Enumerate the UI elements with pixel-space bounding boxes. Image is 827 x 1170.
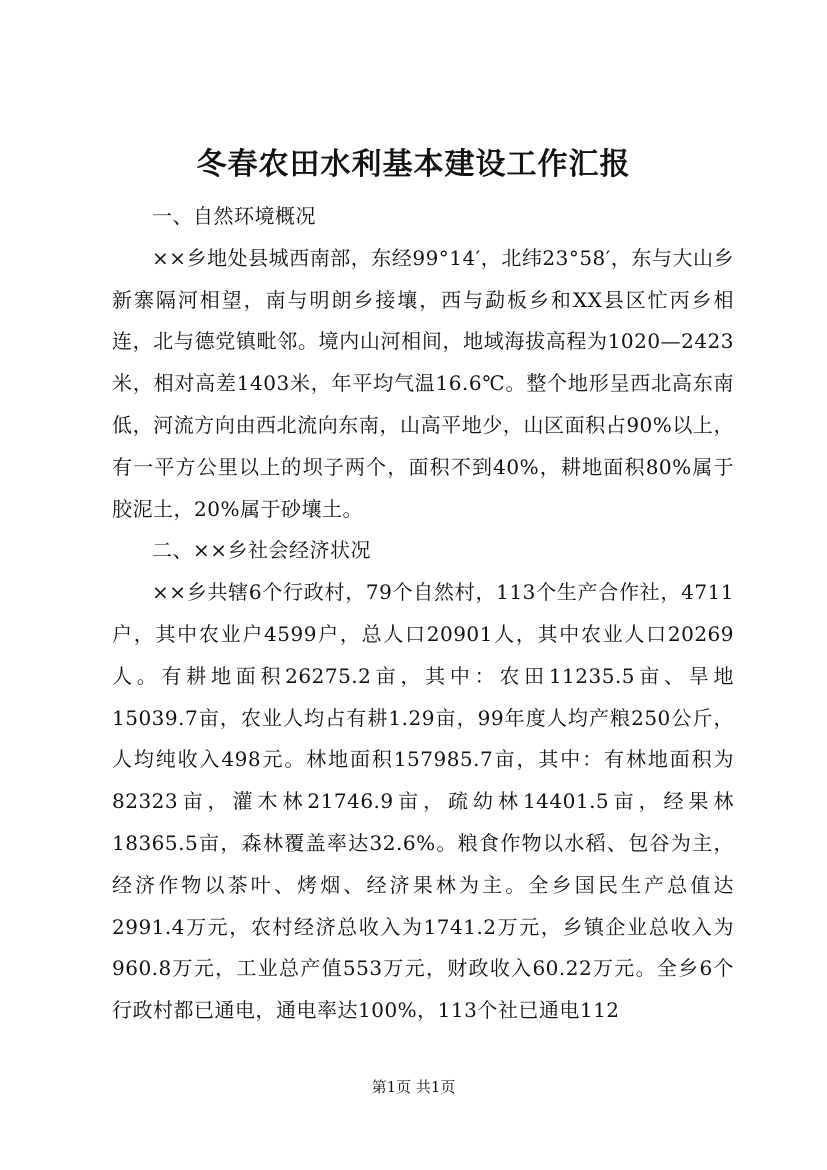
paragraph-natural-environment: ××乡地处县城西南部，东经99°14′，北纬23°58′，东与大山乡新寨隔河相望，南与明朗乡接壤，西与勐板乡和XX县区忙丙乡相连，北与德党镇毗邻。境内山河相间，地域海拔高程为1020—2423米，相对高差1403米，年平均气温16.6℃。整个地形呈西北高东南低，河流方向由西北流向东南，山高平地少，山区面积占90%以上，有一平方公里以上的坝子两个，面积不到40%，耕地面积80%属于胶泥土，20%属于砂壤土。 xyxy=(112,245,734,521)
document-title: 冬春农田水利基本建设工作汇报 xyxy=(196,147,631,182)
page-number-footer: 第1页 共1页 xyxy=(371,1078,456,1096)
paragraph-socioeconomic: ××乡共辖6个行政村，79个自然村，113个生产合作社，4711户，其中农业户4599户，总人口20901人，其中农业人口20269人。有耕地面积26275.2亩，其中：农田11235.5亩、旱地15039.7亩，农业人均占有耕1.29亩，99年度人均产粮250公斤，人均纯收入498元。林地面积157985.7亩，其中：有林地面积为82323亩，灌木林21746.9亩，疏幼林14401.5亩，经果林18365.5亩，森林覆盖率达32.6%。粮食作物以水稻、包谷为主，经济作物以茶叶、烤烟、经济果林为主。全乡国民生产总值达2991.4万元，农村经济总收入为1741.2万元，乡镇企业总收入为960.8万元，工业总产值553万元，财政收入60.22万元。全乡6个行政村都已通电，通电率达100%，113个社已通电112 xyxy=(112,580,734,1023)
section-heading-natural-environment: 一、自然环境概况 xyxy=(152,204,316,228)
document-body xyxy=(112,196,734,1032)
section-heading-socioeconomic: 二、××乡社会经济状况 xyxy=(152,538,372,563)
